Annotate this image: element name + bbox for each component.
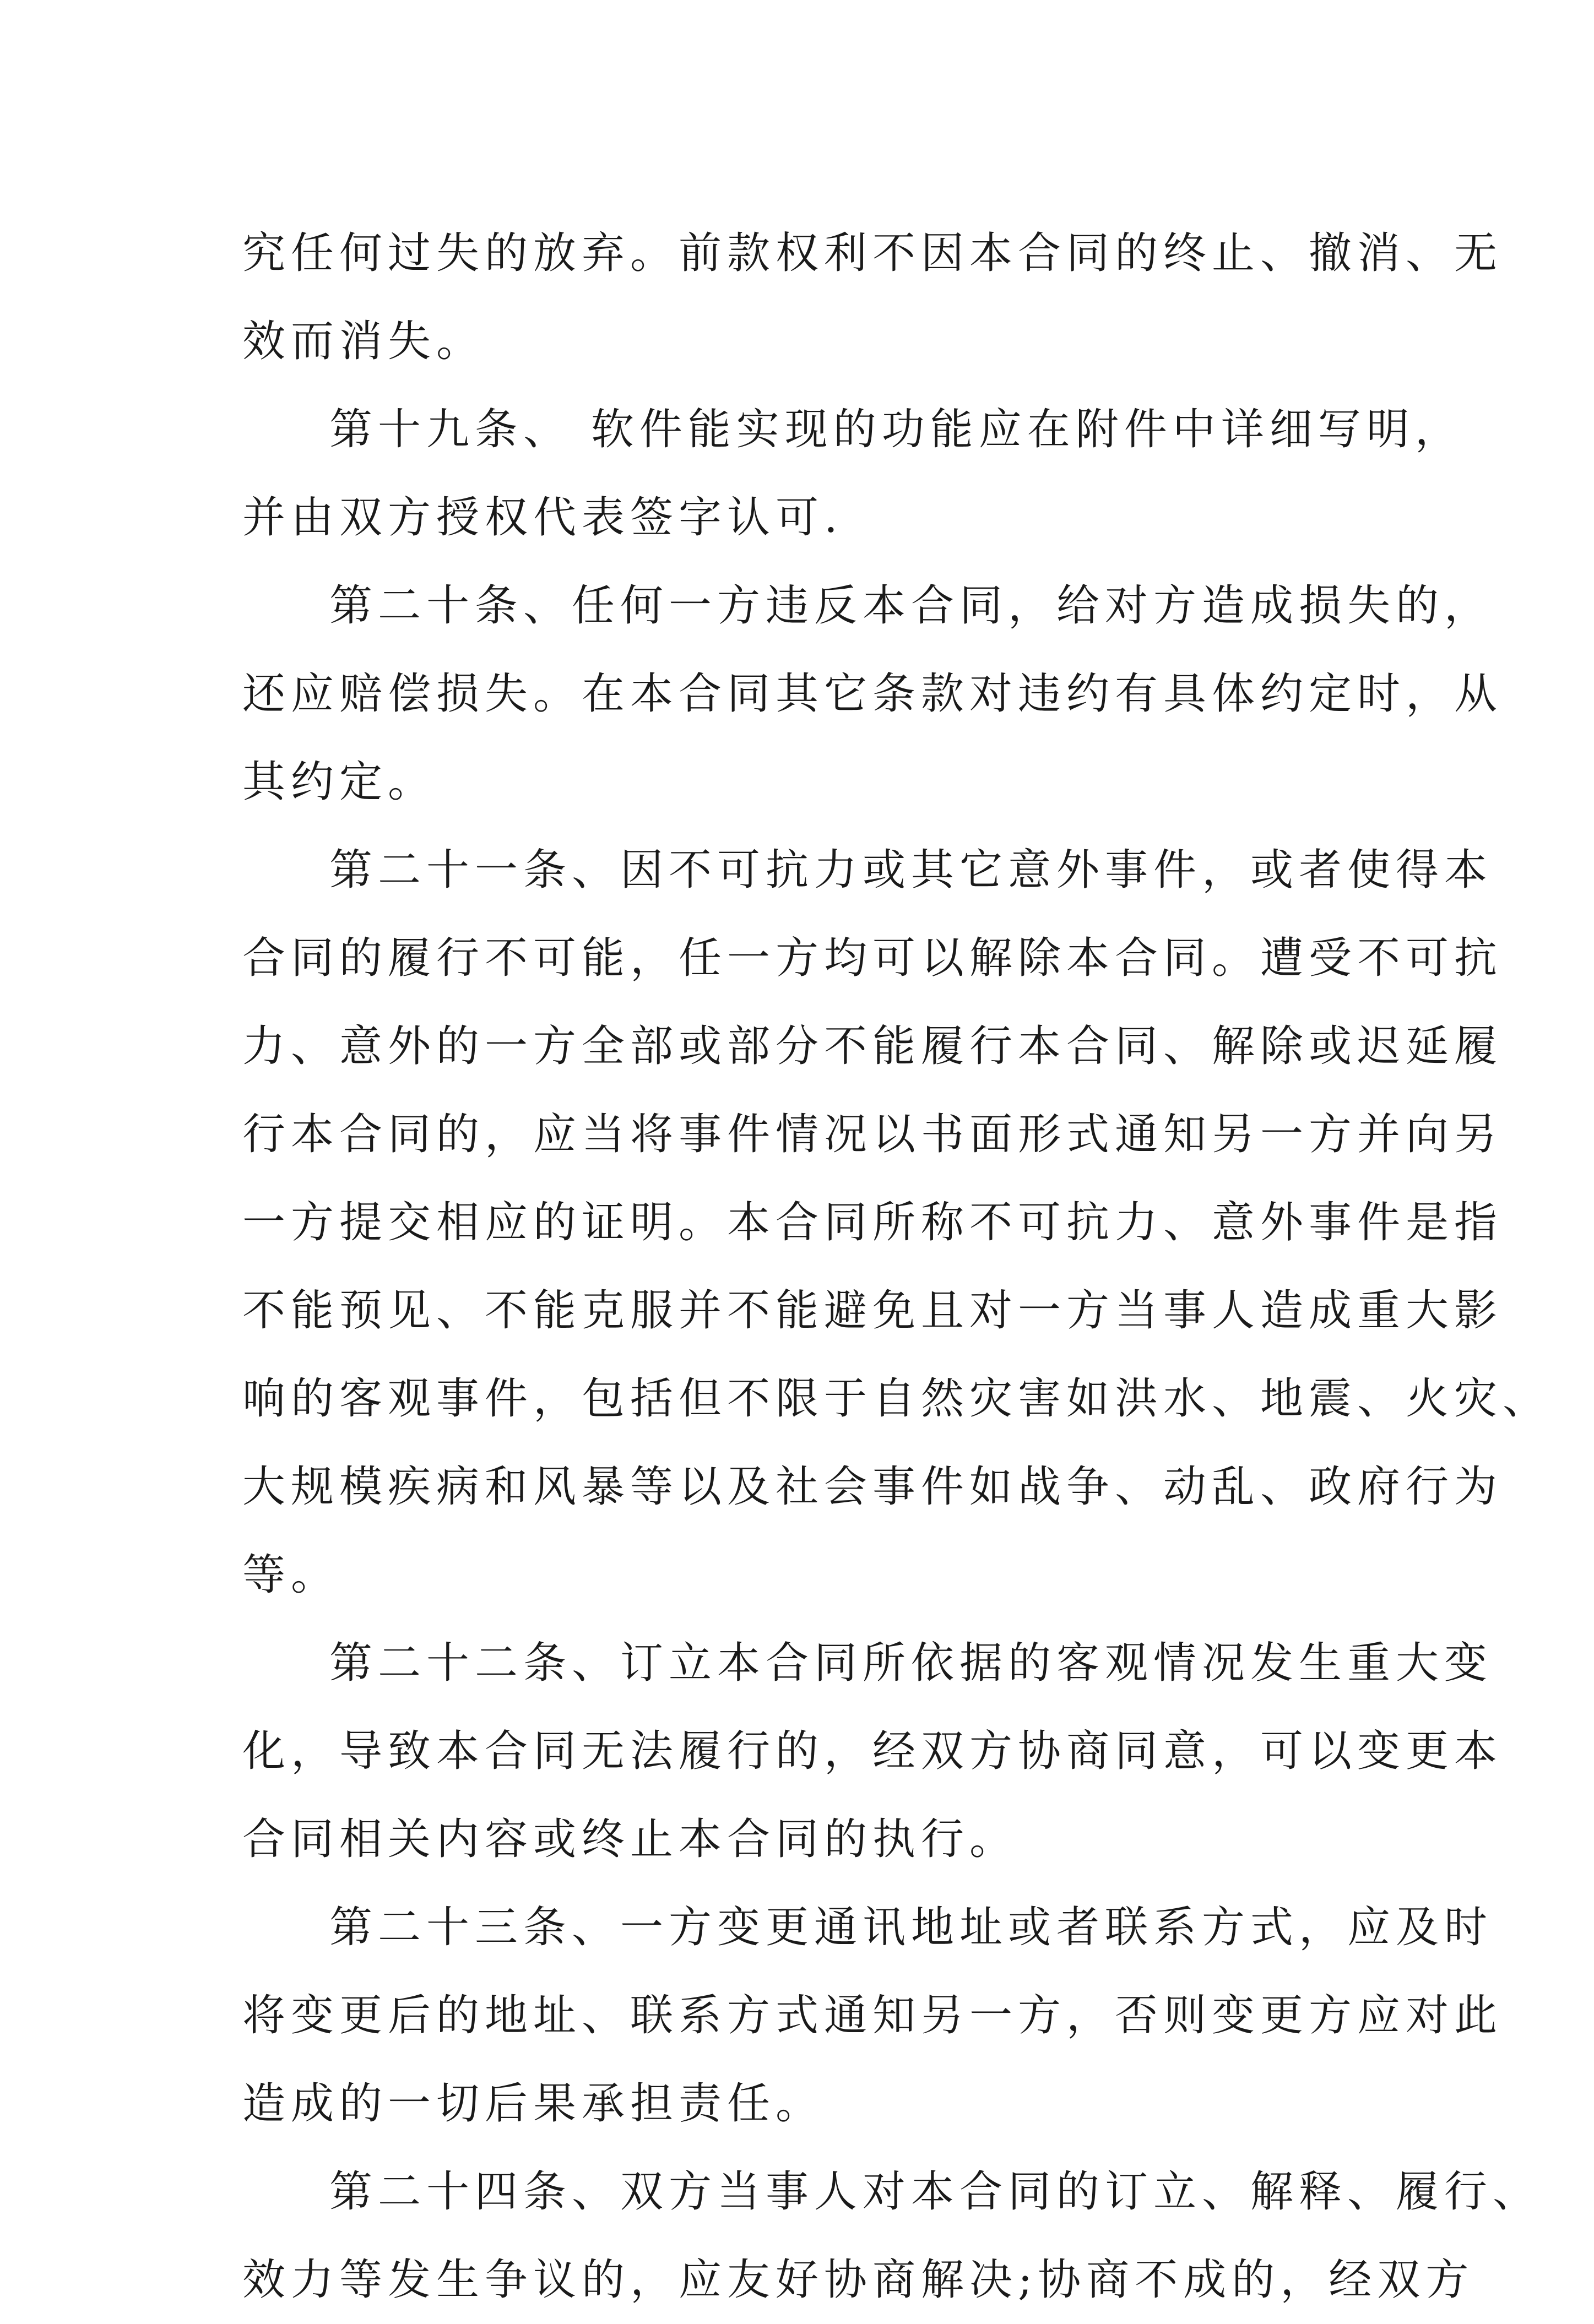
contract-text <box>242 209 1552 2324</box>
article-19-line: 第十九条、 软件能实现的功能应在附件中详细写明， <box>329 405 1463 454</box>
article-22-line: 第二十二条、订立本合同所依据的客观情况发生重大变 <box>329 1638 1493 1688</box>
text-line: 将变更后的地址、联系方式通知另一方，否则变更方应对此 <box>242 1991 1503 2040</box>
text-line: 合同相关内容或终止本合同的执行。 <box>242 1815 1018 1864</box>
text-line: 造成的一切后果承担责任。 <box>242 2079 825 2128</box>
text-line: 化，导致本合同无法履行的，经双方协商同意，可以变更本 <box>242 1726 1503 1776</box>
text-line: 不能预见、不能克服并不能避免且对一方当事人造成重大影 <box>242 1286 1503 1335</box>
text-line: 行本合同的，应当将事件情况以书面形式通知另一方并向另 <box>242 1110 1503 1159</box>
article-20-line: 第二十条、任何一方违反本合同，给对方造成损失的， <box>329 581 1493 631</box>
text-line: 等。 <box>242 1550 340 1600</box>
article-24-line: 第二十四条、双方当事人对本合同的订立、解释、履行、 <box>329 2167 1542 2217</box>
article-23-line: 第二十三条、一方变更通讯地址或者联系方式，应及时 <box>329 1903 1493 1952</box>
text-line: 其约定。 <box>242 757 437 807</box>
text-line: 合同的履行不可能，任一方均可以解除本合同。遭受不可抗 <box>242 933 1503 983</box>
text-line: 大规模疾病和风暴等以及社会事件如战争、动乱、政府行为 <box>242 1462 1503 1512</box>
article-21-line: 第二十一条、因不可抗力或其它意外事件，或者使得本 <box>329 845 1493 895</box>
text-line: 一方提交相应的证明。本合同所称不可抗力、意外事件是指 <box>242 1198 1503 1247</box>
text-line: 响的客观事件，包括但不限于自然灾害如洪水、地震、火灾、 <box>242 1374 1552 1424</box>
text-line: 并由双方授权代表签字认可. <box>242 493 843 542</box>
text-line: 究任何过失的放弃。前款权利不因本合同的终止、撤消、无 <box>242 229 1503 278</box>
text-line: 力、意外的一方全部或部分不能履行本合同、解除或迟延履 <box>242 1022 1503 1071</box>
text-line: 效而消失。 <box>242 317 485 366</box>
text-line: 还应赔偿损失。在本合同其它条款对违约有具体约定时，从 <box>242 669 1503 719</box>
text-line: 效力等发生争议的，应友好协商解决;协商不成的，经双方 <box>242 2255 1474 2305</box>
